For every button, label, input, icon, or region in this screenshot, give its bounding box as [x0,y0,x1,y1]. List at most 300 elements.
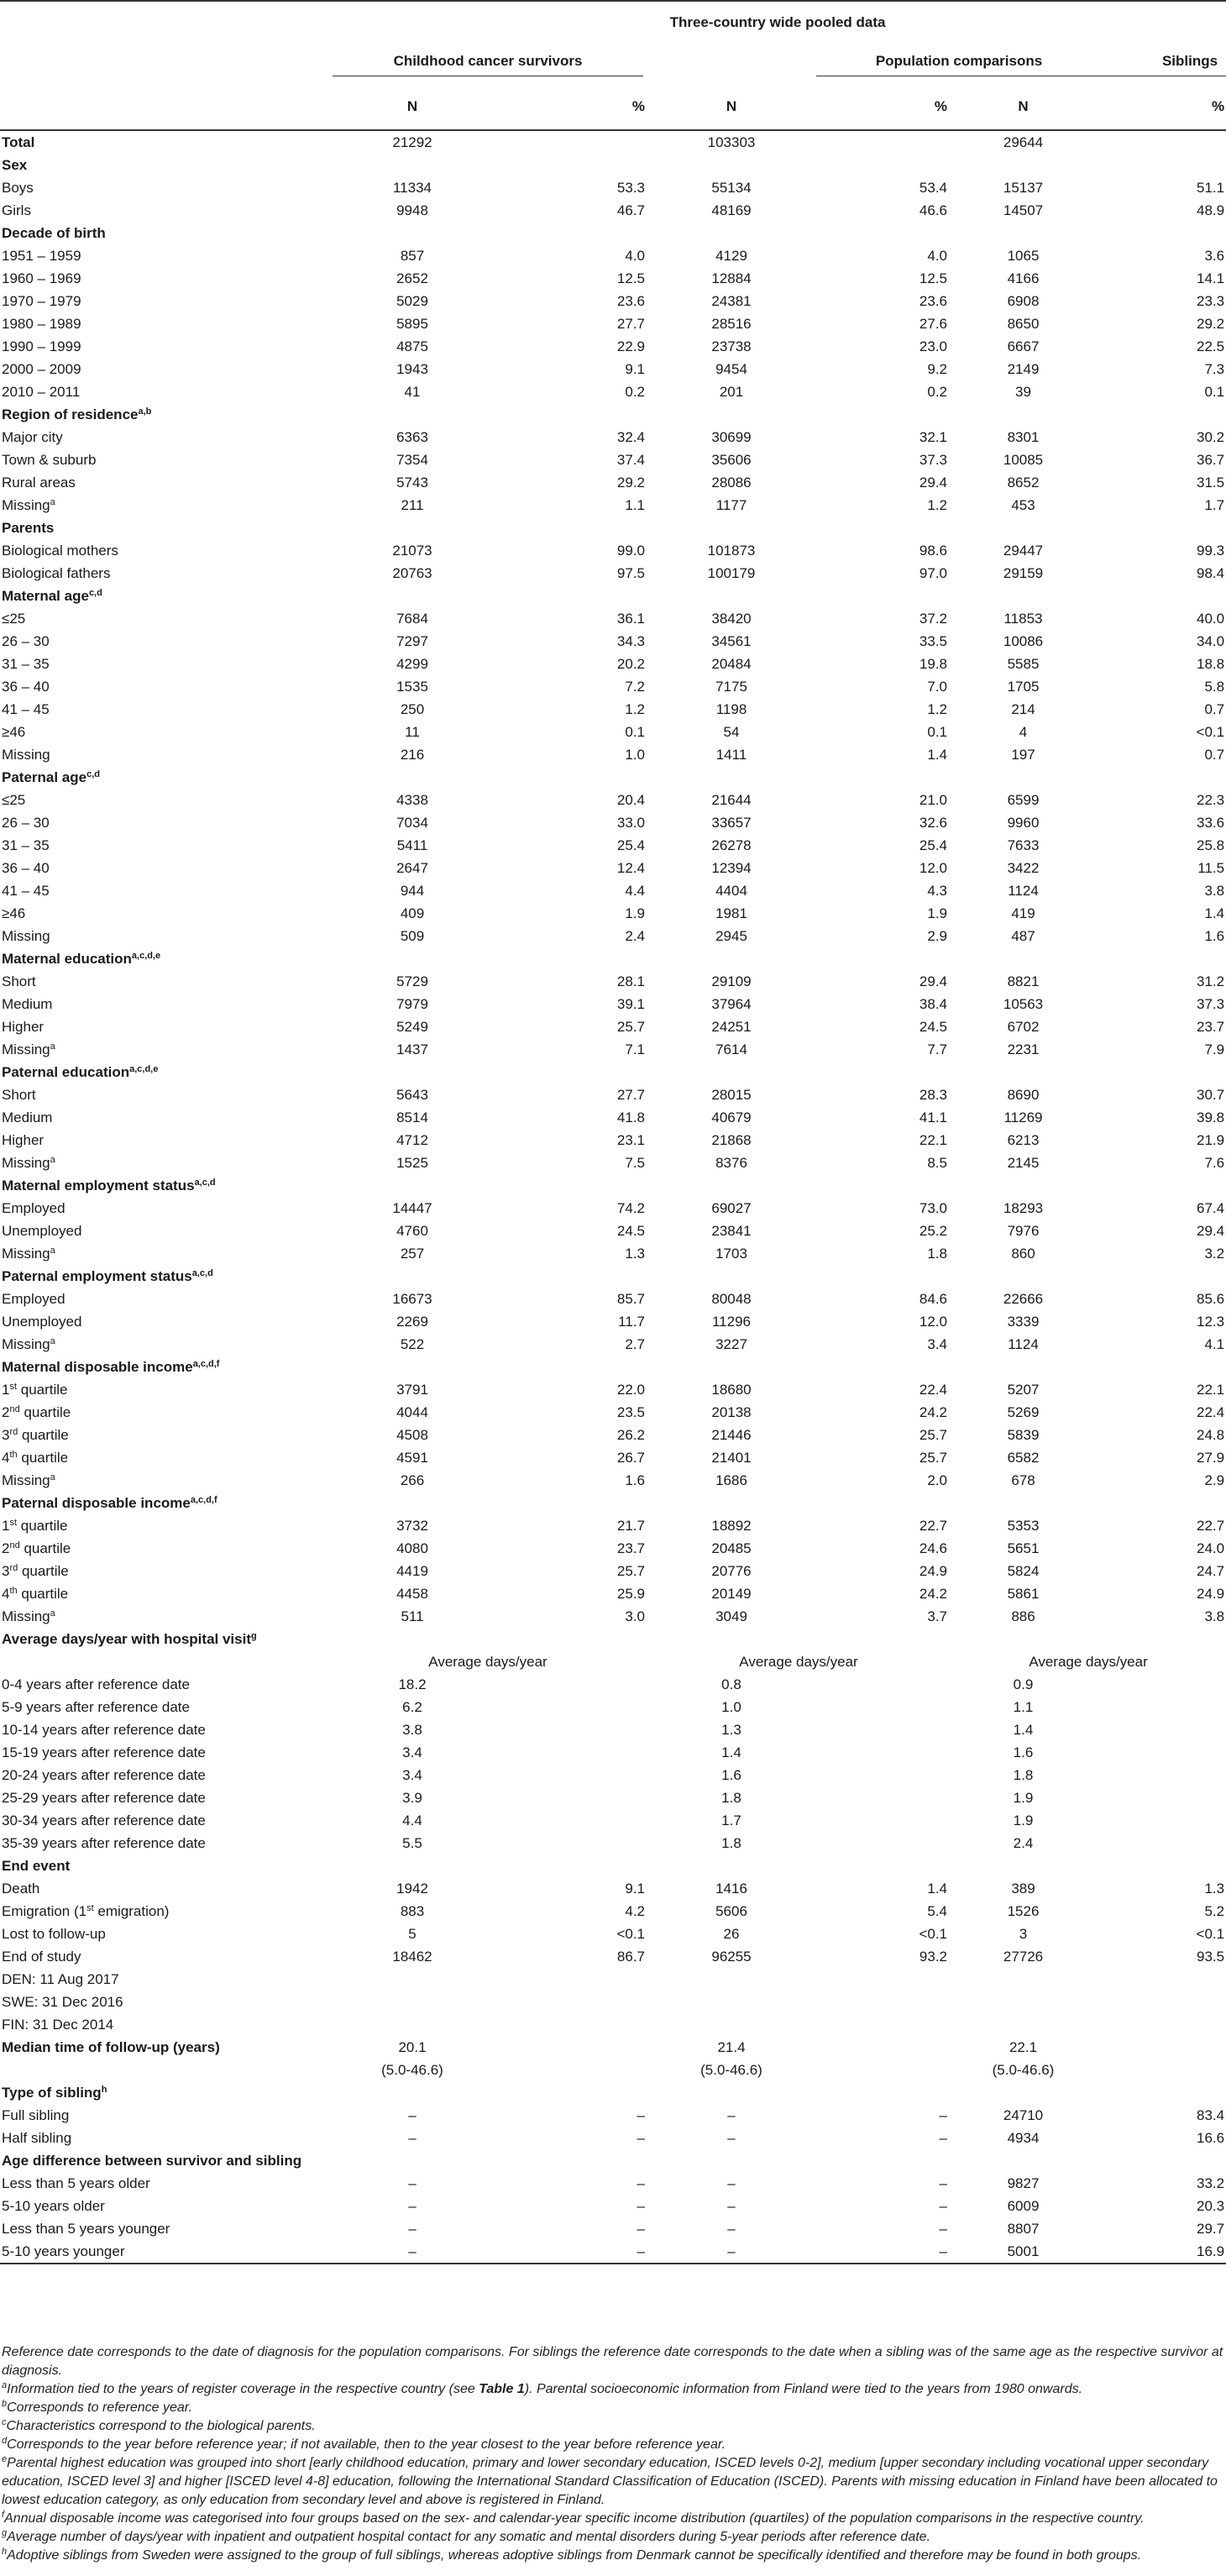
empty-cell [495,1265,647,1288]
table-row [0,993,1226,1015]
n-cell: 409 [400,905,425,921]
pct-cell: 33.2 [1196,2175,1225,2191]
pct-cell: 1.0 [625,746,645,763]
pct-cell: 4.2 [625,1902,645,1919]
pct-cell: 22.1 [1196,1381,1225,1398]
row-label: ≥46 [2,905,26,921]
row-label: Employed [2,1199,65,1216]
pct-cell: 51.1 [1196,179,1225,196]
empty-cell [949,222,1096,244]
pct-cell: 21.9 [1196,1131,1225,1148]
n-cell: 4508 [396,1426,428,1443]
n-cell: 1177 [715,496,747,513]
pct-cell: 23.0 [919,338,947,354]
pct-cell: 22.3 [1196,791,1225,808]
n-cell: 453 [1011,496,1035,513]
n-cell: – [727,2129,736,2146]
empty-cell [815,517,949,539]
pct-cell: 21.0 [919,791,947,808]
table-row [0,2127,1226,2149]
pct-cell: 19.8 [919,655,947,672]
row-label: Missing$^a$ [2,1472,55,1488]
n-cell: 28086 [711,474,752,491]
footnote: $^h$Adoptive siblings from Sweden were assigned to the group of full siblings, whereas adoptive siblings from Denmark cannot be specifically identified and therefore may be found in both groups. [2,2547,1142,2563]
empty-cell [647,1265,815,1288]
pct-cell: 32.6 [919,814,947,831]
pct-cell: 1.3 [1204,1880,1225,1897]
empty-cell [495,1968,647,1991]
n-cell: 5824 [1007,1562,1040,1579]
n-cell: 48169 [711,202,752,218]
pct-cell: 26.7 [616,1449,645,1466]
empty-cell [815,1174,949,1197]
pct-cell: 23.5 [616,1403,645,1420]
pct-cell: 33.6 [1196,814,1225,831]
n-cell: 3 [1019,1925,1028,1942]
empty-cell [327,1492,495,1514]
n-cell: 1686 [715,1472,747,1488]
pct-cell: 12.0 [919,1313,947,1330]
pct-cell: 97.0 [919,564,947,581]
pct-cell: 3.6 [1204,247,1225,264]
footnote: $^f$Annual disposable income was categorised into four groups based on the sex- and calendar-year specific income distribution (quartiles) of the population comparisons in the respective country. [2,2510,1145,2526]
value-cell: 1.1 [1013,1698,1034,1715]
empty-cell [949,1855,1096,1877]
empty-cell [949,1061,1096,1083]
pct-cell: 23.7 [1196,1018,1225,1035]
pct-cell: 1.2 [927,496,947,513]
n-cell: 266 [400,1472,425,1488]
pct-cell: 1.2 [927,700,947,717]
row-label: Paternal employment status$^{a,c,d}$ [2,1267,213,1284]
row-label: 1st quartile [2,1381,68,1398]
n-cell: 3227 [715,1335,747,1352]
table-row [0,2195,1226,2217]
n-cell: – [727,2197,736,2214]
row-label: Unemployed [2,1313,82,1330]
pct-cell: – [637,2175,645,2191]
n-cell: 3732 [396,1517,428,1534]
pct-cell: 24.7 [1196,1562,1225,1579]
empty-cell [815,585,949,607]
n-cell: 4419 [396,1562,428,1579]
value-cell: 18.2 [398,1676,427,1692]
empty-cell [949,1356,1096,1378]
pct-cell: 1.6 [1204,927,1225,944]
pct-cell: 27.9 [1196,1449,1225,1466]
row-label: 2000 – 2009 [2,360,81,377]
table-row [0,902,1226,925]
pct-cell: 5.2 [1204,1902,1225,1919]
empty-cell [1096,403,1226,426]
empty-cell [949,1265,1096,1288]
pct-cell [1096,130,1226,154]
row-label: Short [2,973,36,989]
pct-cell: 41.8 [616,1109,645,1125]
empty-cell [815,2081,949,2104]
n-cell: 22666 [1003,1290,1044,1307]
table-row [0,1945,1226,1968]
empty-cell [815,1061,949,1083]
empty-cell [1096,1855,1226,1877]
n-cell: 389 [1011,1880,1035,1897]
n-cell: 214 [1011,700,1035,717]
value-cell: 1.0 [721,1698,741,1715]
pct-cell: 53.4 [919,179,947,196]
avg-header: Average days/year [1029,1653,1148,1670]
pct-cell: 32.1 [919,428,947,445]
pct-cell: 24.5 [616,1222,645,1239]
pct-cell: 24.2 [919,1403,947,1420]
n-cell: 6363 [396,428,428,445]
n-cell: 6213 [1007,1131,1040,1148]
n-cell: 96255 [711,1948,752,1965]
row-label: Paternal education$^{a,c,d,e}$ [2,1063,159,1080]
n-cell: 7684 [396,610,428,627]
pct-cell: 37.4 [616,451,645,468]
row-label: 41 – 45 [2,700,50,717]
value-cell: 3.9 [402,1789,422,1806]
pct-cell: 22.9 [616,338,645,354]
n-cell: 24251 [711,1018,752,1035]
n-cell: 2145 [1007,1154,1040,1171]
pct-cell: 1.9 [625,905,645,921]
n-cell: 8807 [1007,2220,1040,2237]
value-cell: 3.4 [402,1744,422,1760]
pct-cell: 31.2 [1196,973,1225,989]
row-label: ≤25 [2,791,26,808]
pct-cell: 1.8 [927,1245,947,1262]
n-cell: 7034 [396,814,428,831]
row-label: Average days/year with hospital visit$^g$ [2,1630,257,1647]
pct-cell: 34.0 [1196,632,1225,649]
empty-cell [815,1968,949,1991]
table-row [0,494,1226,517]
pct-cell: – [939,2220,947,2237]
empty-cell [815,1809,949,1832]
empty-cell [495,1673,647,1696]
n-cell: 7614 [715,1041,747,1057]
empty-cell [1096,1741,1226,1764]
n-cell: 883 [400,1902,425,1919]
row-label: 2010 – 2011 [2,383,81,400]
empty-cell [815,1718,949,1741]
empty-cell [327,2081,495,2104]
pct-cell: 25.7 [616,1018,645,1035]
table-row [0,2172,1226,2195]
n-cell: 30699 [711,428,752,445]
pct-cell: 98.4 [1196,564,1225,581]
pct-cell: 74.2 [616,1199,645,1216]
pct-cell: 11.7 [618,1313,645,1330]
pct-cell: 25.2 [919,1222,947,1239]
row-label: Half sibling [2,2129,72,2146]
value-cell: 1.3 [721,1721,741,1738]
row-label: End event [2,1857,71,1874]
row-label: 31 – 35 [2,837,50,853]
row-label [0,2059,327,2081]
value-cell: 3.8 [402,1721,422,1738]
empty-cell [949,1492,1096,1514]
n-cell: 1411 [715,746,747,763]
n-cell: 12884 [711,270,752,286]
row-label: 25-29 years after reference date [2,1789,206,1806]
n-cell: 20149 [711,1585,752,1602]
pct-cell: 7.9 [1204,1041,1225,1057]
table-row [0,539,1226,562]
n-cell: – [647,2240,815,2264]
row-label: Maternal age$^{c,d}$ [2,587,102,604]
table-row [0,562,1226,585]
table-row [0,925,1226,947]
n-cell: 1124 [1008,882,1039,899]
pct-cell: 4.3 [927,882,947,899]
table-row [0,721,1226,743]
empty-cell [815,947,949,970]
empty-cell [327,1356,495,1378]
n-cell: 24381 [711,292,752,309]
row-label: Parents [2,519,55,536]
pct-cell: 24.6 [919,1540,947,1556]
table-row [0,1106,1226,1129]
row-label: 36 – 40 [2,678,50,695]
n-cell: 8650 [1007,315,1040,332]
empty-cell [815,1696,949,1718]
empty-cell [1096,154,1226,176]
n-cell: 26278 [711,837,752,853]
n-cell: 4934 [1007,2129,1040,2146]
n-cell: 211 [401,496,424,513]
pct-cell: 93.2 [919,1948,947,1965]
n-cell: 20138 [711,1403,752,1420]
empty-cell [495,2149,647,2172]
n-cell: 1526 [1007,1902,1040,1919]
n-cell: 886 [1011,1608,1035,1624]
pct-cell: 97.5 [616,564,645,581]
row-label: Short [2,1086,36,1103]
table-row [0,2217,1226,2240]
section-row [0,1174,1226,1197]
empty-cell [327,2013,495,2036]
table-row [0,1401,1226,1424]
empty-cell [647,2013,815,2036]
empty-cell [815,1991,949,2013]
section-row [0,2149,1226,2172]
col-n-siblings: N [949,84,1096,130]
pct-cell: 23.7 [616,1540,645,1556]
pct-cell: 25.4 [919,837,947,853]
pct-cell: 25.8 [1196,837,1225,853]
n-cell: 29644 [1003,134,1044,150]
pct-cell: 20.2 [616,655,645,672]
row-label: 30-34 years after reference date [2,1812,206,1828]
n-cell: 8821 [1007,973,1040,989]
pct-cell: 3.7 [927,1608,947,1624]
row-label: Lost to follow-up [2,1925,106,1942]
empty-cell [949,2013,1096,2036]
n-cell: – [727,2106,736,2123]
n-cell: 18680 [711,1381,752,1398]
pct-cell: – [939,2175,947,2191]
value-cell: (5.0-46.6) [992,2061,1055,2078]
table-row [0,1696,1226,1718]
row-label: 36 – 40 [2,859,50,876]
empty-cell [1096,766,1226,789]
value-cell: 5.5 [402,1834,422,1851]
n-cell: – [727,2220,736,2237]
value-cell: 20.1 [398,2038,427,2055]
row-label: Total [2,134,35,150]
n-cell: 29109 [711,973,752,989]
empty-cell [1096,1265,1226,1288]
n-cell: 8301 [1007,428,1040,445]
pct-cell: 37.3 [1196,995,1225,1012]
empty-cell [647,1968,815,1991]
n-cell: 5411 [396,837,428,853]
empty-cell [495,1741,647,1764]
n-cell: – [408,2106,417,2123]
pct-cell: 33.5 [919,632,947,649]
table-row [0,607,1226,630]
row-label: Death [2,1880,40,1897]
row-label: Maternal employment status$^{a,c,d}$ [2,1177,216,1194]
avg-header: Average days/year [428,1653,548,1670]
n-cell: 857 [400,247,425,264]
n-cell: 21644 [711,791,752,808]
n-cell: 1981 [715,905,747,921]
empty-cell [647,1492,815,1514]
empty-cell [949,517,1096,539]
group-header-siblings: Siblings [1096,52,1226,76]
row-label: Sex [2,156,28,173]
n-cell: 1703 [715,1245,747,1262]
empty-cell [1096,585,1226,607]
pct-cell: 23.6 [919,292,947,309]
col-n-population: N [647,84,815,130]
row-label: DEN: 11 Aug 2017 [2,1970,119,1987]
empty-cell [647,2149,815,2172]
pct-cell: 16.6 [1196,2129,1225,2146]
footnote: $^d$Corresponds to the year before reference year; if not available, then to the year closest to the year before reference year. [2,2436,726,2452]
n-cell: 487 [1011,927,1035,944]
row-label: Maternal education$^{a,c,d,e}$ [2,950,161,967]
pct-cell: 86.7 [616,1948,645,1965]
n-cell: 5643 [396,1086,428,1103]
pct-cell: 3.8 [1204,1608,1225,1624]
pct-cell: 23.6 [616,292,645,309]
n-cell: 11334 [392,179,432,196]
row-label: 3rd quartile [2,1562,69,1579]
n-cell: 21868 [711,1131,752,1148]
empty-cell [949,1628,1096,1650]
row-label: Type of sibling$^h$ [2,2084,107,2101]
empty-cell [327,766,495,789]
table-row [0,857,1226,879]
n-cell: 860 [1011,1245,1035,1262]
pct-cell: 11.5 [1197,859,1225,876]
row-label: 26 – 30 [2,632,50,649]
pct-cell: 0.2 [927,383,947,400]
pct-cell: 28.3 [919,1086,947,1103]
row-label: Less than 5 years younger [2,2220,170,2237]
n-cell: 10563 [1003,995,1044,1012]
table-row [0,1424,1226,1446]
pct-cell: 36.7 [1196,451,1225,468]
n-cell: 197 [1011,746,1035,763]
empty-cell [815,2013,949,2036]
table-row [0,1015,1226,1038]
n-cell: 20484 [711,655,752,672]
value-cell: 21.4 [717,2038,746,2055]
pct-cell: 85.7 [616,1290,645,1307]
n-cell: 37964 [711,995,752,1012]
row-label: Unemployed [2,1222,82,1239]
row-label: Missing [2,746,50,763]
n-cell: – [327,2240,495,2264]
table-row [0,471,1226,494]
pct-cell: 12.5 [919,270,947,286]
pct-cell: 7.1 [625,1041,645,1057]
empty-cell [1096,517,1226,539]
pct-cell: 3.4 [927,1335,947,1352]
n-cell: 509 [400,927,425,944]
n-cell: 5861 [1007,1585,1040,1602]
n-cell: 6599 [1007,791,1040,808]
empty-cell [495,1786,647,1809]
pct-cell: <0.1 [616,1925,645,1942]
table-row [0,1083,1226,1106]
n-cell: 7979 [396,995,428,1012]
pct-cell: 1.2 [625,700,645,717]
table-row [0,1809,1226,1832]
table-row [0,1288,1226,1310]
row-label: Biological fathers [2,564,111,581]
n-cell: 8652 [1007,474,1040,491]
table-row [0,1446,1226,1469]
table-row [0,1741,1226,1764]
row-label: Girls [2,202,31,218]
n-cell: 511 [401,1608,424,1624]
n-cell: 5029 [396,292,428,309]
table-row [0,811,1226,834]
value-cell: 1.4 [721,1744,741,1760]
row-label: Paternal age$^{c,d}$ [2,769,101,785]
empty-cell [1096,2149,1226,2172]
value-cell: 3.4 [402,1766,422,1783]
n-cell: 201 [719,383,744,400]
empty-cell [647,222,815,244]
pct-cell: 32.4 [616,428,645,445]
value-cell: 1.4 [1013,1721,1034,1738]
n-cell: 2647 [396,859,428,876]
empty-cell [647,403,815,426]
table-row [0,199,1226,222]
pct-cell: 36.1 [616,610,645,627]
row-label: 5-10 years older [2,2197,105,2214]
pct-cell: 3.0 [625,1608,645,1624]
pct-cell: 39.1 [616,995,645,1012]
empty-cell [0,1650,327,1673]
pct-cell: 99.3 [1196,542,1225,559]
empty-cell [815,1764,949,1786]
table-row [0,1560,1226,1582]
row-label: 35-39 years after reference date [2,1834,206,1851]
row-label: Medium [2,995,53,1012]
empty-cell [647,1991,815,2013]
n-cell: 14447 [392,1199,432,1216]
pct-cell: 25.7 [919,1449,947,1466]
n-cell: 5606 [715,1902,747,1919]
